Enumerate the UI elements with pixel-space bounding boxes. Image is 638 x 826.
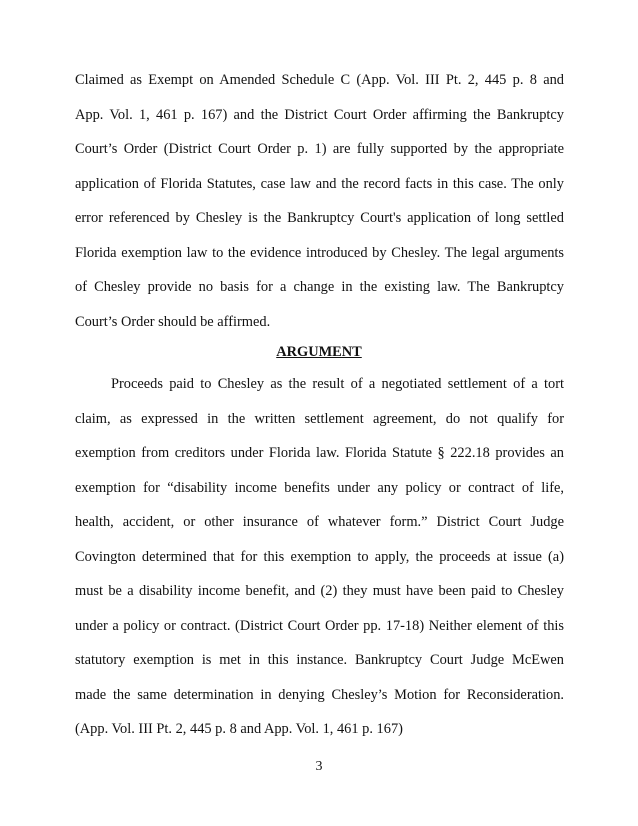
text-line: Florida exemption law to the evidence introduced by Chesley. The legal arguments (75, 244, 564, 261)
text-line: Court’s Order should be affirmed. (75, 313, 271, 330)
section-heading: ARGUMENT (276, 344, 362, 360)
text-line: must be a disability income benefit, and (2) they must have been paid to Chesley (75, 583, 564, 599)
page-number: 3 (315, 759, 323, 774)
text-line: exemption for “disability income benefits under any policy or contract of life, (75, 479, 564, 496)
text-line: statutory exemption is met in this instance. Bankruptcy Court Judge McEwen (75, 652, 564, 668)
text-line: Covington determined that for this exemption to apply, the proceeds at issue (a) (75, 548, 564, 565)
text-line: Proceeds paid to Chesley as the result of a negotiated settlement of a tort (111, 376, 564, 392)
text-line: Claimed as Exempt on Amended Schedule C (App. Vol. III Pt. 2, 445 p. 8 and (75, 72, 564, 88)
text-line: of Chesley provide no basis for a change in the existing law. The Bankruptcy (75, 279, 564, 295)
text-line: App. Vol. 1, 461 p. 167) and the District Court Order affirming the Bankruptcy (75, 106, 564, 123)
text-line: (App. Vol. III Pt. 2, 445 p. 8 and App. Vol. 1, 461 p. 167) (75, 721, 403, 737)
text-line: under a policy or contract. (District Court Order pp. 17-18) Neither element of this (75, 617, 564, 634)
text-line: claim, as expressed in the written settlement agreement, do not qualify for (75, 410, 564, 427)
text-line: exemption from creditors under Florida law. Florida Statute § 222.18 provides an (75, 445, 564, 461)
text-line: error referenced by Chesley is the Bankruptcy Court's application of long settled (75, 210, 564, 226)
text-line: Court’s Order (District Court Order p. 1) are fully supported by the appropriate (75, 141, 564, 157)
paragraph-conclusion-summary (75, 63, 564, 339)
text-line: application of Florida Statutes, case law and the record facts in this case. The only (75, 175, 564, 192)
paragraph-argument (75, 367, 564, 747)
text-line: made the same determination in denying Chesley’s Motion for Reconsideration. (75, 686, 564, 703)
text-line: health, accident, or other insurance of whatever form.” District Court Judge (75, 514, 564, 530)
